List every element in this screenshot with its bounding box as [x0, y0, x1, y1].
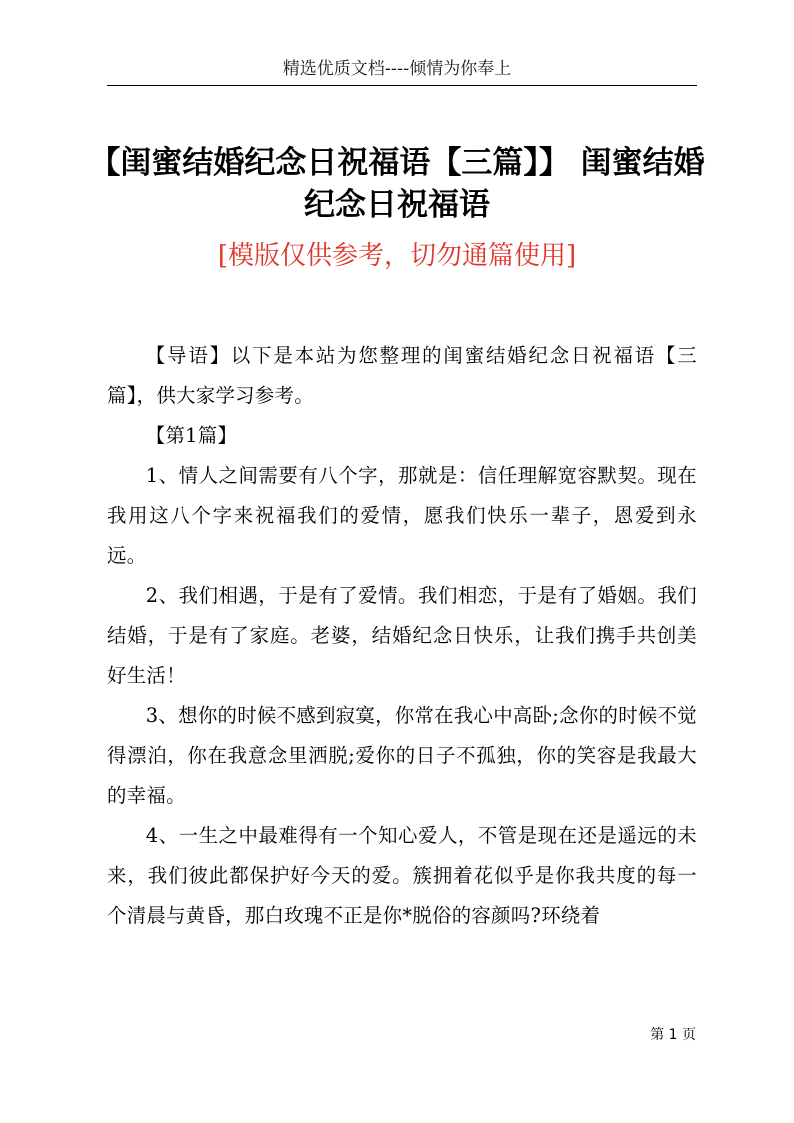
header-divider	[107, 85, 697, 86]
blessing-paragraph-3: 3、想你的时候不感到寂寞，你常在我心中高卧;念你的时候不觉得漂泊，你在我意念里洒脱;爱你的日子不孤独，你的笑容是我最大的幸福。	[107, 704, 697, 807]
page-number: 第 1 页	[650, 1027, 696, 1043]
document-title	[80, 142, 714, 226]
title-line-1: 【闺蜜结婚纪念日祝福语【三篇】】 闺蜜结婚	[89, 145, 705, 181]
document-body	[107, 336, 697, 927]
page-header: 精选优质文档----倾情为你奉上	[282, 59, 512, 79]
title-line-2: 纪念日祝福语	[304, 187, 490, 223]
intro-paragraph: 【导语】以下是本站为您整理的闺蜜结婚纪念日祝福语【三篇】，供大家学习参考。	[107, 344, 697, 407]
template-notice: [模版仅供参考，切勿通篇使用]	[217, 241, 577, 271]
section-heading: 【第1篇】	[145, 424, 238, 447]
blessing-paragraph-2: 2、我们相遇，于是有了爱情。我们相恋，于是有了婚姻。我们结婚，于是有了家庭。老婆，结婚纪念日快乐，让我们携手共创美好生活！	[107, 584, 697, 687]
blessing-paragraph-1: 1、情人之间需要有八个字，那就是：信任理解宽容默契。现在我用这八个字来祝福我们的爱情，愿我们快乐一辈子，恩爱到永远。	[107, 464, 697, 567]
blessing-paragraph-4: 4、一生之中最难得有一个知心爱人，不管是现在还是遥远的未来，我们彼此都保护好今天的爱。簇拥着花似乎是你我共度的每一个清晨与黄昏，那白玫瑰不正是你*脱俗的容颜吗?环绕着	[107, 824, 697, 927]
